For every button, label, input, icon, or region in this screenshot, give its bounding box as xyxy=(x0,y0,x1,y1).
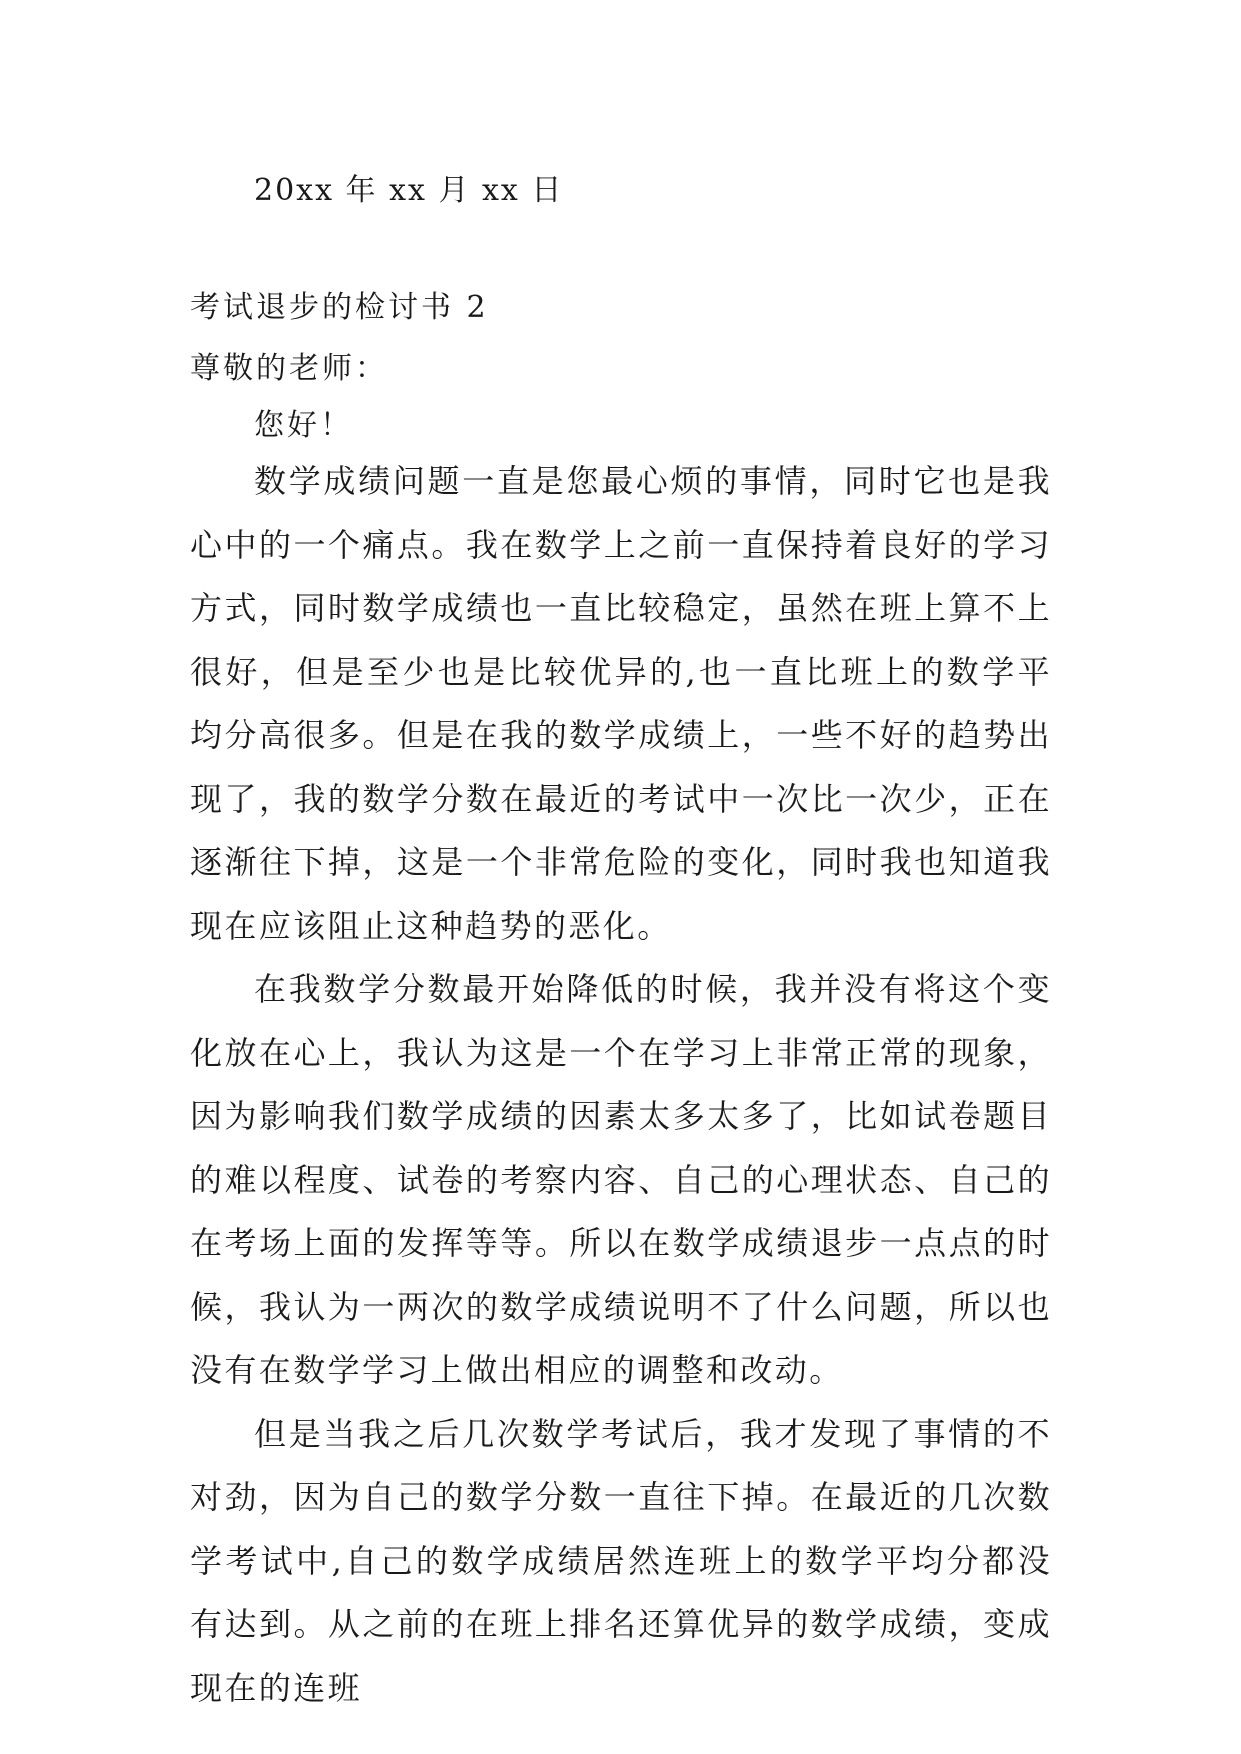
document-date: 20xx 年 xx 月 xx 日 xyxy=(254,173,564,208)
letter-body xyxy=(190,450,1052,1720)
document-title: 考试退步的检讨书 2 xyxy=(190,290,489,325)
body-paragraph: 但是当我之后几次数学考试后，我才发现了事情的不对劲，因为自己的数学分数一直往下掉。在最近的几次数学考试中,自己的数学成绩居然连班上的数学平均分都没有达到。从之前的在班上排名还算优异的数学成绩，变成现在的连班 xyxy=(190,1414,1052,1707)
greeting: 您好！ xyxy=(254,408,353,443)
body-paragraph: 在我数学分数最开始降低的时候，我并没有将这个变化放在心上，我认为这是一个在学习上非常正常的现象，因为影响我们数学成绩的因素太多太多了，比如试卷题目的难以程度、试卷的考察内容、自己的心理状态、自己的在考场上面的发挥等等。所以在数学成绩退步一点点的时候，我认为一两次的数学成绩说明不了什么问题，所以也没有在数学学习上做出相应的调整和改动。 xyxy=(190,970,1052,1389)
body-paragraph: 数学成绩问题一直是您最心烦的事情，同时它也是我心中的一个痛点。我在数学上之前一直保持着良好的学习方式，同时数学成绩也一直比较稳定，虽然在班上算不上很好，但是至少也是比较优异的,也一直比班上的数学平均分高很多。但是在我的数学成绩上，一些不好的趋势出现了，我的数学分数在最近的考试中一次比一次少，正在逐渐往下掉，这是一个非常危险的变化，同时我也知道我现在应该阻止这种趋势的恶化。 xyxy=(190,462,1052,945)
salutation: 尊敬的老师： xyxy=(190,351,388,386)
